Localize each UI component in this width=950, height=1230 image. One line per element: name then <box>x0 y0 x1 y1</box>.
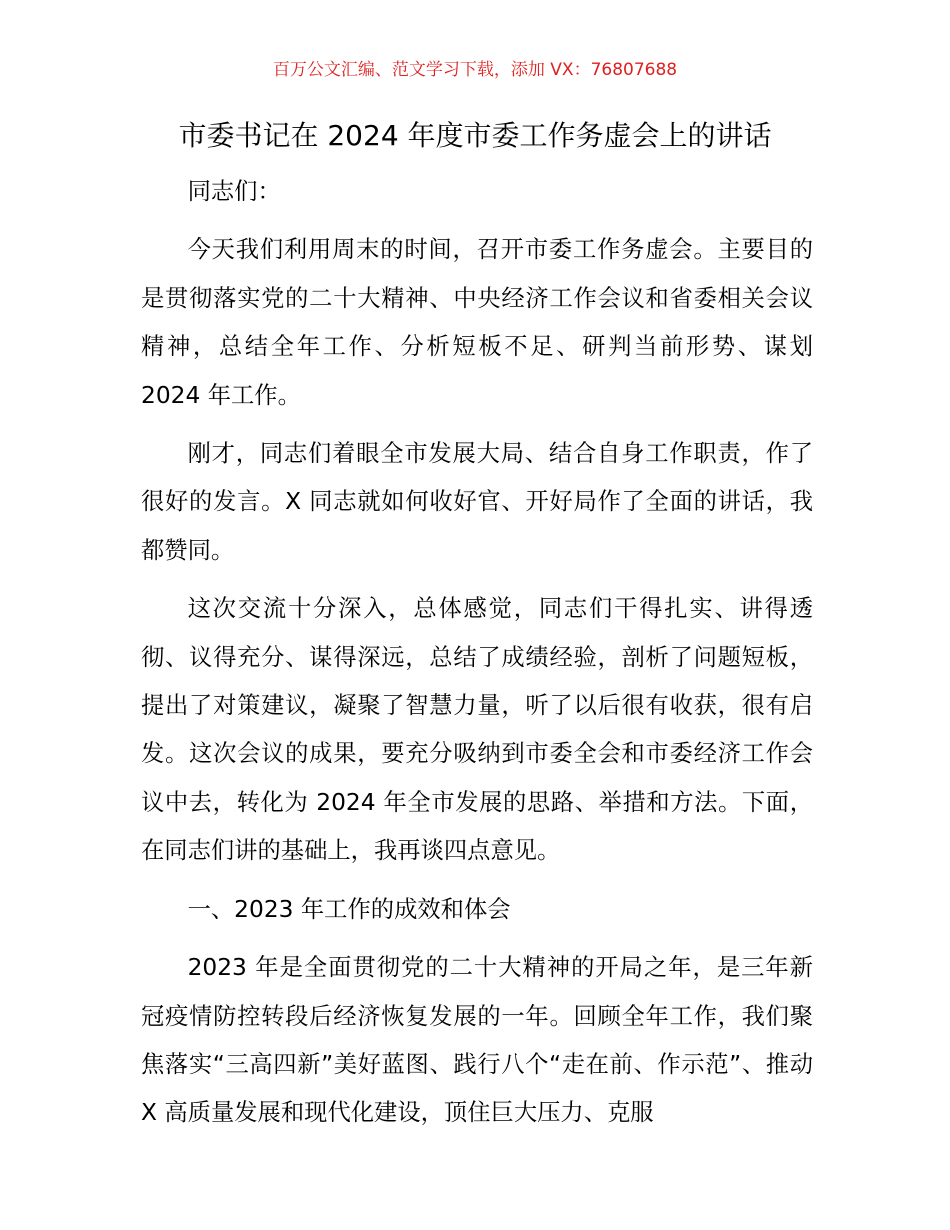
section-heading: 一、2023 年工作的成效和体会 <box>187 895 511 923</box>
body-paragraph: 这次交流十分深入，总体感觉，同志们干得扎实、讲得透彻、议得充分、谋得深远，总结了成绩经验，剖析了问题短板，提出了对策建议，凝聚了智慧力量，听了以后很有收获，很有启发。这次会议的成果，要充分吸纳到市委全会和市委经济工作会议中去，转化为 2024 年全市发展的思路、举措和方法。下面，在同志们讲的基础上，我再谈四点意见。 <box>141 595 813 865</box>
body-paragraph: 刚才，同志们着眼全市发展大局、结合自身工作职责，作了很好的发言。X 同志就如何收好官、开好局作了全面的讲话，我都赞同。 <box>141 440 813 564</box>
body-paragraph: 2023 年是全面贯彻党的二十大精神的开局之年，是三年新冠疫情防控转段后经济恢复发展的一年。回顾全年工作，我们聚焦落实“三高四新”美好蓝图、践行八个“走在前、作示范”、推动 X 高质量发展和现代化建设，顶住巨大压力、克服 <box>141 954 813 1127</box>
salutation-paragraph: 同志们： <box>187 178 281 205</box>
document-title: 市委书记在 2024 年度市委工作务虚会上的讲话 <box>178 119 772 152</box>
body-paragraph: 今天我们利用周末的时间，召开市委工作务虚会。主要目的是贯彻落实党的二十大精神、中央经济工作会议和省委相关会议精神，总结全年工作、分析短板不足、研判当前形势、谋划 2024 年工作。 <box>141 236 813 409</box>
document-body <box>141 168 813 1148</box>
header-watermark-note: 百万公文汇编、范文学习下载，添加 VX：76807688 <box>272 60 678 80</box>
